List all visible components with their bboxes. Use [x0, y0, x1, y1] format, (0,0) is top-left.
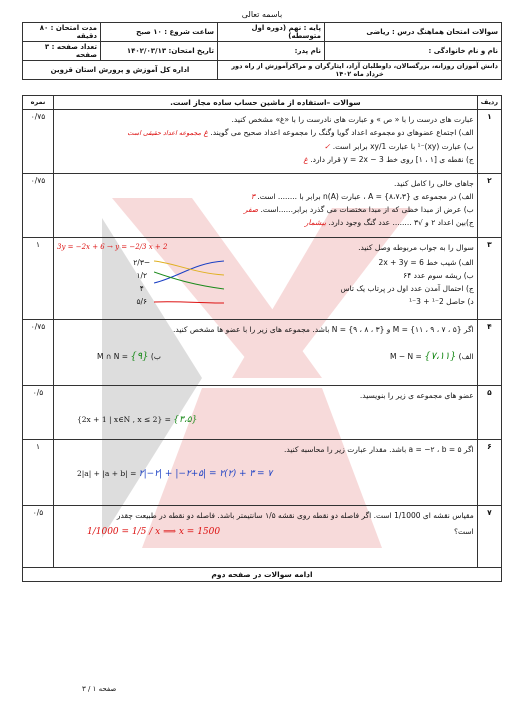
q4-body — [54, 320, 478, 386]
q3-questions — [224, 255, 474, 311]
q3-item-b: ب) ریشه سوم عدد ۶۴ — [403, 271, 474, 280]
q2-b-text: ب) عرض از مبدا خطی که از مبدا مختصات می گذرد برابر......است. — [260, 205, 474, 214]
q5-body — [54, 386, 478, 440]
q7-line2: است؟ — [454, 527, 474, 536]
q4-parts — [57, 351, 474, 362]
q3-work: 3y = −2x + 6 → y = −2/3 x + 2 — [57, 243, 168, 251]
q2-line4 — [57, 217, 474, 228]
q5-set-text: {2x + 1 | x∈N , x ≤ 2} = — [77, 415, 171, 424]
grade: پایه : نهم (دوره اول متوسطه) — [218, 23, 325, 42]
q3-line1 — [57, 242, 474, 253]
start-time: ساعت شروع : ۱۰ صبح — [101, 23, 218, 42]
q1-num: ۱ — [477, 110, 501, 174]
q3-option-3: ۴ — [139, 284, 144, 293]
q2-c-text: ج)بین اعداد ۲ و √۳ ........ عدد گنگ وجود دارد. — [328, 218, 474, 227]
q4-b-text: ب) M ∩ N = — [97, 352, 161, 361]
q7-num: ۷ — [477, 506, 501, 568]
q4-b-answer: {۹} — [130, 351, 149, 362]
students-text: دانش آموزان روزانه، بزرگسالان، داوطلبان آزاد، ایثارگران و مراکزآموزش از راه دور — [231, 62, 498, 70]
questions-table — [22, 95, 502, 582]
q1-b-answer: ✓ — [324, 142, 331, 151]
name-field: نام و نام خانوادگی : — [325, 42, 502, 61]
session-text: خرداد ماه ۱۴۰۲ — [335, 70, 384, 78]
q3-item-d: د) حاصل 2⁻¹ + 3⁻¹ — [409, 297, 474, 306]
q1-c-answer: غ — [303, 155, 308, 164]
q1-line3 — [57, 141, 474, 152]
q5-expression — [77, 415, 474, 425]
q7-score: ۰/۵ — [23, 506, 54, 568]
q3-options — [130, 255, 154, 311]
q7-row — [57, 527, 474, 537]
q1-a-text: الف) اجتماع عضوهای دو مجموعه اعداد گویا وگنگ را مجموعه اعداد صحیح می گویند. — [210, 128, 474, 137]
q1-b-text: ب) عبارت (xy)⁻¹ با عبارت 1/xy برابر است. — [332, 142, 474, 151]
q3-option-4: ۵/۶ — [136, 297, 148, 306]
col-questions: سوالات –استفاده از ماشین حساب ساده مجاز است. — [54, 96, 478, 110]
q6-body — [54, 440, 478, 506]
q3-matching — [57, 255, 474, 311]
q4-num: ۴ — [477, 320, 501, 386]
q3-item-c: ج) احتمال آمدن عدد اول در پرتاب یک تاس — [340, 284, 474, 293]
exam-date: تاریخ امتحان: ۱۴۰۲/۰۳/۱۳ — [101, 42, 218, 61]
continue-note: ادامه سوالات در صفحه دوم — [23, 568, 502, 582]
q5-score: ۰/۵ — [23, 386, 54, 440]
q3-body — [54, 238, 478, 320]
q4-a-text: الف) M − N = — [390, 352, 474, 361]
q7-line1: مقیاس نقشه ای 1/1000 است. اگر فاصله دو نقطه روی نقشه ۱/۵ سانتیمتر باشد. فاصله دو نقطه در طبیعت چقدر — [116, 511, 474, 520]
col-row: ردیف — [477, 96, 501, 110]
q3-item-a: الف) شیب خط 2x + 3y = 6 — [378, 258, 474, 267]
q3-num: ۳ — [477, 238, 501, 320]
q3-option-1: −۲/۳ — [133, 258, 151, 267]
q4-a-answer: {۷،۱۱} — [424, 351, 457, 362]
q6-line1: اگر a = −۲ ، b = ۵ باشد. مقدار عبارت زیر را محاسبه کنید. — [284, 445, 474, 454]
q2-b-answer: صفر — [243, 205, 259, 214]
q6-expr-text: 2|a| + |a + b| = — [77, 469, 137, 478]
q2-body — [54, 174, 478, 238]
exam-header — [22, 22, 502, 80]
office: اداره کل آموزش و پرورش استان قزوین — [23, 61, 218, 80]
q4-part-b — [97, 351, 161, 362]
q4-part-a — [390, 351, 474, 362]
q6-expression — [77, 469, 474, 479]
q3-option-2: ۱/۲ — [136, 271, 148, 280]
duration: مدت امتحان : ۸۰ دقیقه — [23, 23, 101, 42]
students — [218, 61, 502, 80]
q2-a-answer: ۳ — [250, 192, 256, 201]
q2-line1: جاهای خالی را کامل کنید. — [394, 179, 474, 188]
q2-line2 — [57, 191, 474, 202]
q7-body — [54, 506, 478, 568]
q3-score: ۱ — [23, 238, 54, 320]
q6-num: ۶ — [477, 440, 501, 506]
q2-c-answer: بیشمار — [304, 218, 327, 227]
q2-score: ۰/۷۵ — [23, 174, 54, 238]
col-score: نمره — [23, 96, 54, 110]
q1-line2 — [57, 127, 474, 139]
q1-line4 — [57, 154, 474, 165]
q6-answer: ۲|−۲| + |−۲+۵| = ۲(۲) + ۳ = ۷ — [138, 469, 273, 479]
q2-a-text: الف) در مجموعه ی A = {۸،۷،۳} ، عبارت n(A) برابر با ........ است. — [257, 192, 474, 201]
q3-instruction: سوال را به جواب مربوطه وصل کنید. — [358, 243, 474, 252]
q5-answer: {۳،۵} — [173, 415, 198, 425]
q5-line1: عضو های مجموعه ی زیر را بنویسید. — [359, 391, 474, 400]
q1-line1: عبارت های درست را با « ص » و عبارت های نادرست را با «غ» مشخص کنید. — [231, 115, 474, 124]
q1-a-answer: غ — [203, 128, 208, 137]
q5-num: ۵ — [477, 386, 501, 440]
page-title: باسمه تعالی — [241, 10, 283, 19]
q4-score: ۰/۷۵ — [23, 320, 54, 386]
page-number: صفحه ۱ / ۳ — [82, 685, 117, 693]
q1-c-text: ج) نقطه ی [۱ ، ۱] روی خط y = 2x − 3 قرار دارد. — [310, 155, 474, 164]
q4-line1: اگر M = {۱۱ ، ۹ ، ۷ ، ۵} و N = {۹ ، ۸ ، ۳} باشد. مجموعه های زیر را با عضو ها مشخص کنید. — [173, 325, 474, 334]
father-field: نام پدر: — [218, 42, 325, 61]
q3-connector-lines — [154, 255, 224, 311]
subject: سوالات امتحان هماهنگ درس : ریاضی — [325, 23, 502, 42]
page-count: تعداد صفحه : ۳ صفحه — [23, 42, 101, 61]
q6-score: ۱ — [23, 440, 54, 506]
q1-body — [54, 110, 478, 174]
q1-a-note: مجموعه اعداد حقیقی است — [127, 129, 202, 137]
q1-score: ۰/۷۵ — [23, 110, 54, 174]
exam-page — [22, 8, 502, 693]
q2-line3 — [57, 204, 474, 215]
q7-answer: 1/1000 = 1/5 / x ⟹ x = 1500 — [87, 527, 221, 537]
q2-num: ۲ — [477, 174, 501, 238]
